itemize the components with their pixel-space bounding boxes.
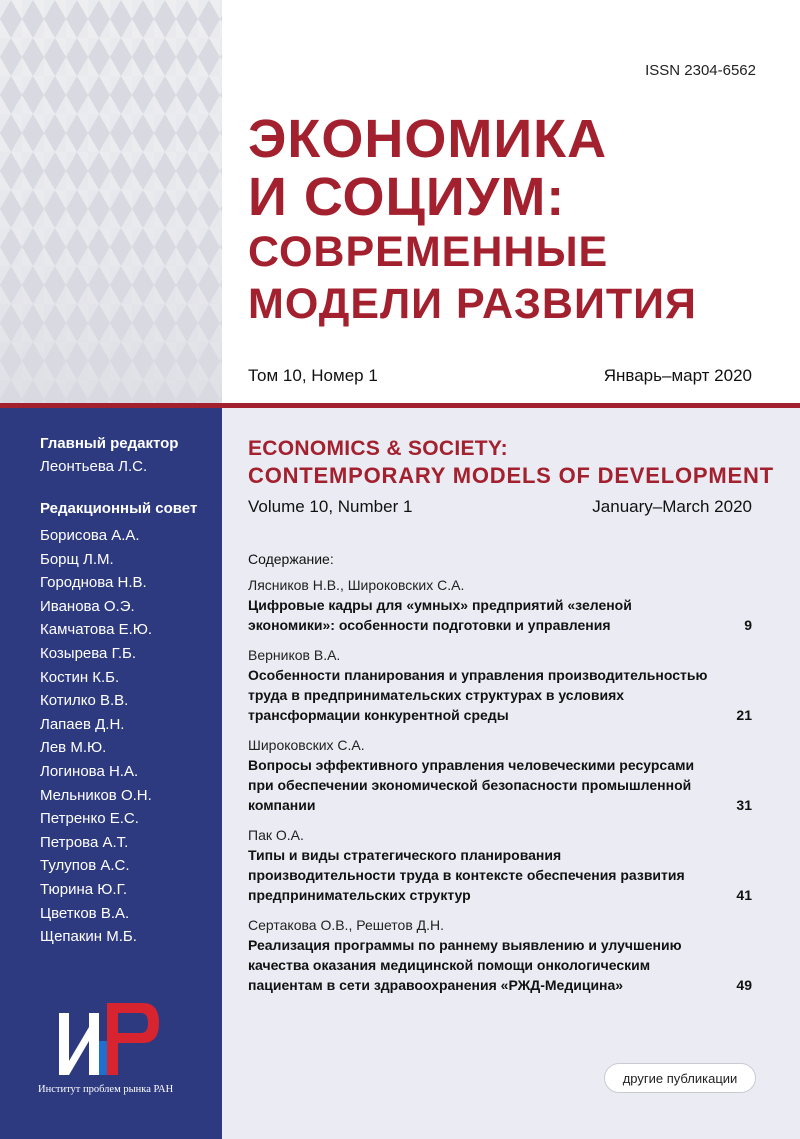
council-member: Борисова А.А. — [40, 527, 140, 544]
toc-item[interactable] — [248, 576, 752, 635]
council-member: Котилко В.В. — [40, 692, 129, 710]
toc-item-page: 9 — [744, 617, 752, 633]
journal-title-en — [248, 436, 774, 490]
volume-number-ru: Том 10, Номер 1 — [248, 366, 378, 385]
council-member: Петренко Е.С. — [40, 810, 139, 828]
toc-item-authors: Сертакова О.В., Решетов Д.Н. — [248, 917, 445, 933]
council-member: Лапаев Д.Н. — [40, 715, 125, 733]
issue-date-ru: Январь–март 2020 — [603, 366, 752, 385]
toc-item-page: 49 — [736, 977, 752, 993]
editor-in-chief-name: Леонтьева Л.С. — [40, 458, 148, 475]
institute-logo-icon — [55, 1001, 163, 1079]
council-member: Костин К.Б. — [40, 668, 120, 686]
council-member: Иванова О.Э. — [40, 597, 135, 615]
council-title: Редакционный совет — [40, 500, 198, 517]
council-member: Цветков В.А. — [40, 904, 130, 922]
council-member: Козырева Г.Б. — [40, 644, 137, 662]
editorial-board — [0, 408, 222, 1139]
issn-label: ISSN 2304-6562 — [645, 62, 756, 79]
logo-caption: Институт проблем рынка РАН — [38, 1084, 174, 1095]
table-of-contents — [248, 576, 752, 1006]
council-member: Мельников О.Н. — [40, 786, 152, 804]
toc-item[interactable] — [248, 916, 752, 995]
title-ru-line-4: МОДЕЛИ РАЗВИТИЯ — [248, 280, 697, 328]
title-ru-line-2: И СОЦИУМ: — [248, 167, 566, 227]
council-members-list — [40, 524, 152, 949]
title-ru-line-3: СОВРЕМЕННЫЕ — [248, 228, 609, 276]
issue-info-en — [248, 497, 752, 517]
council-member: Петрова А.Т. — [40, 833, 129, 851]
title-en-line-1: ECONOMICS & SOCIETY: — [248, 437, 508, 460]
council-member: Борщ Л.М. — [40, 550, 114, 568]
more-publications-button[interactable]: другие публикации — [604, 1063, 756, 1093]
toc-item-authors: Верников В.А. — [248, 647, 341, 663]
editor-in-chief-title: Главный редактор — [40, 435, 179, 452]
council-member: Тулупов А.С. — [40, 857, 130, 875]
decorative-pattern — [0, 0, 222, 403]
title-en-line-2: CONTEMPORARY MODELS OF DEVELOPMENT — [248, 463, 774, 488]
toc-item[interactable] — [248, 826, 752, 905]
issue-info-ru — [248, 366, 752, 386]
toc-item-title[interactable]: Вопросы эффективного управления человеческими ресурсами при обеспечении экономической безопасности промышленной компании — [248, 757, 695, 813]
toc-item-page: 21 — [736, 707, 752, 723]
council-member: Камчатова Е.Ю. — [40, 621, 153, 639]
council-member: Лев М.Ю. — [40, 739, 107, 757]
toc-item-authors: Пак О.А. — [248, 827, 304, 843]
toc-item-authors: Лясников Н.В., Широковских С.А. — [248, 577, 465, 593]
toc-item-title[interactable]: Типы и виды стратегического планирования производительности труда в контексте обеспечения развития предпринимательских структур — [248, 847, 685, 903]
toc-item-page: 41 — [736, 887, 752, 903]
council-member: Тюрина Ю.Г. — [40, 880, 128, 898]
toc-item[interactable] — [248, 646, 752, 725]
toc-item-authors: Широковских С.А. — [248, 737, 365, 753]
main-content — [222, 408, 800, 1139]
issue-date-en: January–March 2020 — [592, 497, 752, 516]
volume-number-en: Volume 10, Number 1 — [248, 497, 413, 516]
toc-item-title[interactable]: Реализация программы по раннему выявлению и улучшению качества оказания медицинской помощи онкологическим пациентам в сети здравоохранения «РЖД-Медицина» — [248, 937, 682, 993]
council-member: Щепакин М.Б. — [40, 928, 137, 946]
toc-item-page: 31 — [736, 797, 752, 813]
toc-item-title[interactable]: Особенности планирования и управления производительностью труда в предпринимательских структурах в условиях трансформации конкурентной среды — [248, 667, 708, 723]
council-member: Логинова Н.А. — [40, 762, 139, 780]
council-member: Городнова Н.В. — [40, 574, 147, 592]
journal-title-ru — [248, 110, 788, 330]
toc-title: Содержание: — [248, 551, 334, 567]
toc-item-title[interactable]: Цифровые кадры для «умных» предприятий «зеленой экономики»: особенности подготовки и управления — [248, 597, 632, 633]
title-ru-line-1: ЭКОНОМИКА — [248, 109, 608, 169]
toc-item[interactable] — [248, 736, 752, 815]
